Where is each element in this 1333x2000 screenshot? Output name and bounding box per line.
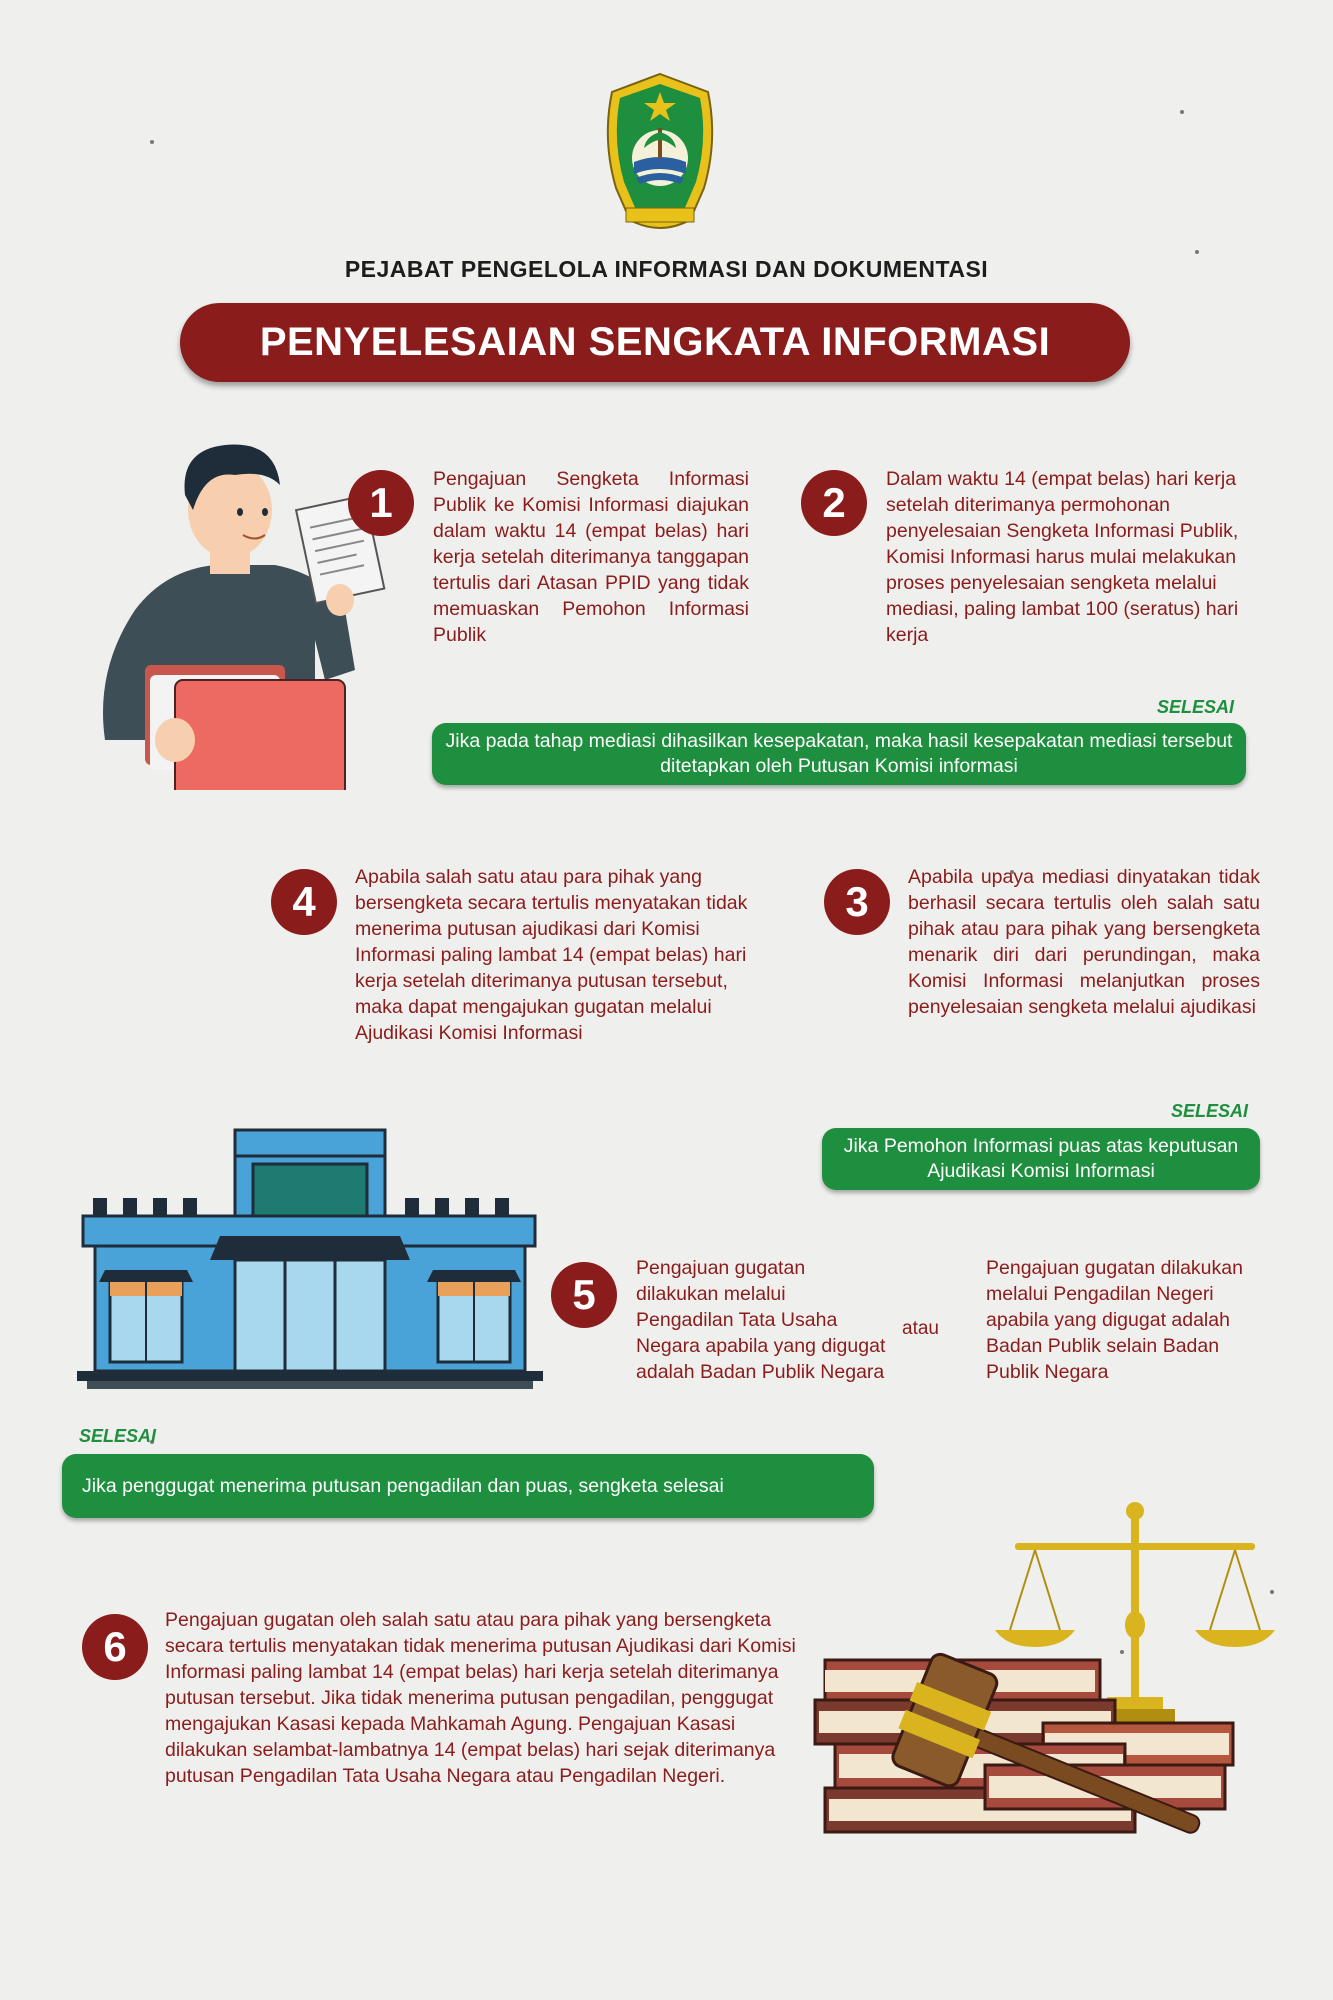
step-6-text: Pengajuan gugatan oleh salah satu atau para pihak yang bersengketa secara tertulis menyatakan tidak menerima putusan Ajudikasi dari Komisi Informasi paling lambat 14 (empat belas) hari kerja setelah diterimanya putusan tersebut. Jika tidak menerima putusan pengadilan, penggugat mengajukan Kasasi kepada Mahkamah Agung. Pengajuan Kasasi dilakukan selambat-lambatnya 14 (empat belas) hari sejak diterimanya putusan Pengadilan Tata Usaha Negara atau Pengadilan Negeri.: [165, 1609, 796, 1787]
step-5-connector: atau: [902, 1318, 939, 1339]
outcome-3-label: SELESAI: [79, 1426, 157, 1446]
page-title: PENYELESAIAN SENGKATA INFORMASI: [180, 303, 1130, 382]
crest-emblem: [600, 70, 720, 238]
step-3-number: 3: [824, 869, 890, 935]
justice-illustration: [805, 1495, 1275, 1840]
step-1-number: 1: [348, 470, 414, 536]
government-building-illustration: [75, 1128, 545, 1400]
step-5-text-b: Pengajuan gugatan dilakukan melalui Pengadilan Negeri apabila yang digugat adalah Badan Publik selain Badan Publik Negara: [986, 1257, 1243, 1383]
step-5-number: 5: [551, 1262, 617, 1328]
outcome-1-box: Jika pada tahap mediasi dihasilkan kesepakatan, maka hasil kesepakatan mediasi tersebut ditetapkan oleh Putusan Komisi informasi: [432, 723, 1246, 785]
outcome-1-label: SELESAI: [1157, 697, 1235, 717]
page-subtitle: PEJABAT PENGELOLA INFORMASI DAN DOKUMENTASI: [344, 256, 989, 282]
step-2-number: 2: [801, 470, 867, 536]
step-3-text: Apabila upaya mediasi dinyatakan tidak berhasil secara tertulis oleh salah satu pihak atau para pihak yang bersengketa menarik diri dari perundingan, maka Komisi Informasi melanjutkan proses penyelesaian sengketa melalui ajudikasi: [908, 866, 1260, 1018]
step-5-text-a: Pengajuan gugatan dilakukan melalui Pengadilan Tata Usaha Negara apabila yang digugat adalah Badan Publik Negara: [636, 1257, 886, 1383]
step-4-text: Apabila salah satu atau para pihak yang bersengketa secara tertulis menyatakan tidak menerima putusan ajudikasi dari Komisi Informasi paling lambat 14 (empat belas) hari kerja setelah diterimanya putusan tersebut, maka dapat mengajukan gugatan melalui Ajudikasi Komisi Informasi: [355, 866, 748, 1044]
step-2-text: Dalam waktu 14 (empat belas) hari kerja setelah diterimanya permohonan penyelesaian Sengketa Informasi Publik, Komisi Informasi harus mulai melakukan proses penyelesaian sengketa melalui mediasi, paling lambat 100 (seratus) hari kerja: [886, 468, 1239, 646]
step-1-text: Pengajuan Sengketa Informasi Publik ke Komisi Informasi diajukan dalam waktu 14 (empat belas) hari kerja setelah diterimanya tanggapan tertulis dari Atasan PPID yang tidak memuaskan Pemohon Informasi Publik: [433, 468, 749, 646]
outcome-3-box: Jika penggugat menerima putusan pengadilan dan puas, sengketa selesai: [62, 1454, 874, 1518]
outcome-2-label: SELESAI: [1171, 1101, 1249, 1121]
outcome-2-box: Jika Pemohon Informasi puas atas keputusan Ajudikasi Komisi Informasi: [822, 1128, 1260, 1190]
step-6-number: 6: [82, 1614, 148, 1680]
step-4-number: 4: [271, 869, 337, 935]
